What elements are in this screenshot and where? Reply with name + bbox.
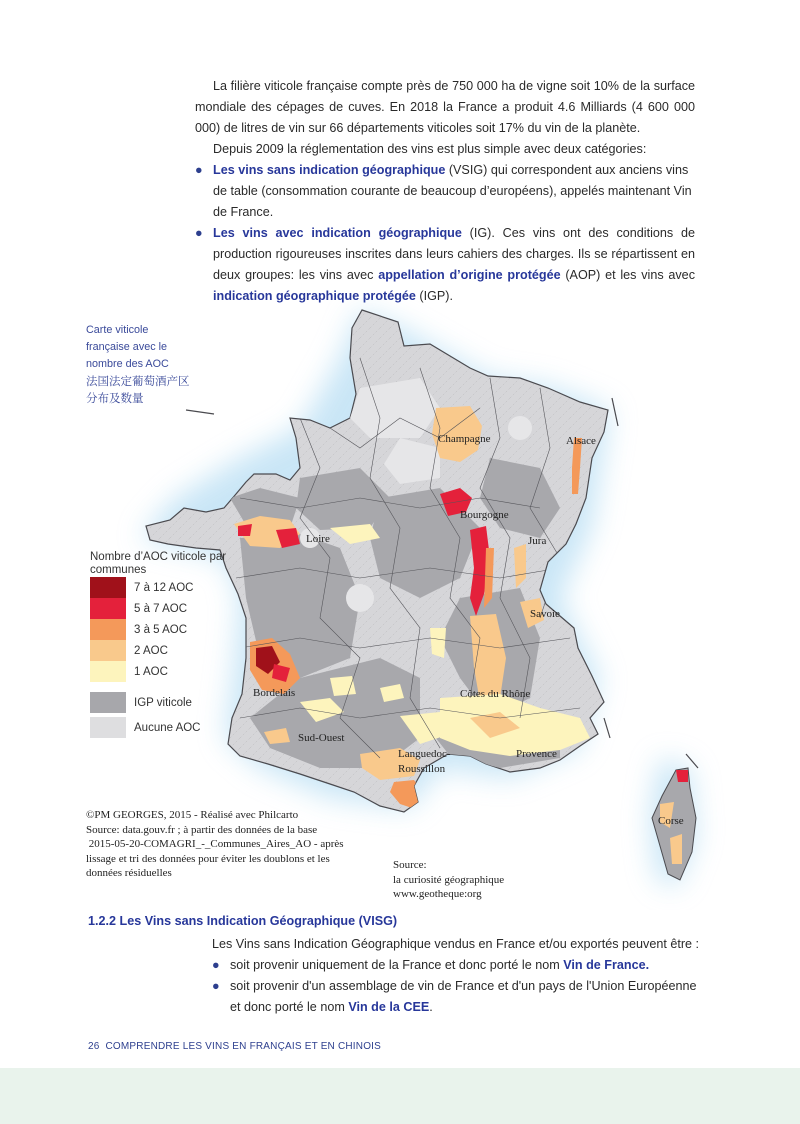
map-credit	[86, 808, 344, 881]
bullet-vin-cee	[212, 976, 700, 1018]
section-title: 1.2.2 Les Vins sans Indication Géographique (VISG)	[88, 914, 398, 928]
legend-label: 3 à 5 AOC	[134, 623, 188, 636]
region-label-savoie: Savoie	[530, 608, 560, 620]
legend-title: Nombre d’AOC viticole par communes	[90, 551, 227, 576]
bullet-ig	[195, 223, 695, 307]
legend-row-none	[90, 717, 250, 738]
legend-row-2	[90, 640, 250, 661]
intro-paragraph-2: Depuis 2009 la réglementation des vins est plus simple avec deux catégories:	[213, 142, 647, 156]
intro-text	[195, 76, 695, 307]
source-line: Source:	[393, 859, 427, 871]
ig-description-3: (IGP).	[415, 289, 454, 303]
legend-label: Aucune AOC	[134, 721, 201, 734]
legend-swatch	[90, 640, 126, 661]
region-label-alsace: Alsace	[566, 435, 596, 447]
map-legend	[90, 551, 250, 738]
legend-label: 7 à 12 AOC	[134, 581, 194, 594]
credit-line: données résiduelles	[86, 867, 172, 879]
loire-west-red-zone	[238, 524, 252, 536]
bullet-vin-de-france	[212, 955, 700, 976]
legend-label: IGP viticole	[134, 696, 192, 709]
credit-line: Source: data.gouv.fr ; à partir des données de la base	[86, 823, 318, 836]
legend-row-5-7	[90, 598, 250, 619]
legend-row-igp	[90, 692, 250, 713]
region-label-provence: Provence	[516, 748, 557, 760]
footer-band	[0, 1068, 800, 1124]
legend-label: 1 AOC	[134, 665, 168, 678]
bullet-text: soit provenir uniquement de la France et donc porté le nom	[230, 958, 564, 972]
scatter-zone	[330, 676, 356, 696]
source-line: la curiosité géographique	[393, 873, 505, 886]
region-label-sud-ouest: Sud-Ouest	[298, 732, 345, 744]
aop-term: appellation d’origine protégée	[378, 268, 561, 282]
page-footer	[88, 1041, 381, 1052]
region-label-bourgogne: Bourgogne	[460, 509, 509, 521]
ig-description-2: (AOP) et les vins avec	[560, 268, 695, 282]
map-caption-fr: Carte viticole française avec le nombre des AOC	[86, 324, 169, 370]
credit-line: 2015-05-20-COMAGRI_-_Communes_Aires_AO - après	[86, 838, 344, 850]
legend-swatch	[90, 692, 126, 713]
vsig-description: (VSIG) qui correspondent aux anciens vins de table (consommation courante de beaucoup d’européens), appelés maintenant Vin de France.	[213, 163, 692, 219]
bullet-text: soit provenir d'un assemblage de vin de France et d'un pays de l'Union Européenne et donc porté le nom	[230, 979, 697, 1014]
legend-swatch	[90, 619, 126, 640]
igp-term: indication géographique protégée	[213, 289, 416, 303]
map-caption-zh: 法国法定葡萄酒产区分布及数量	[86, 374, 190, 405]
book-title: COMPRENDRE LES VINS EN FRANÇAIS ET EN CHINOIS	[105, 1041, 382, 1052]
region-label-bordelais: Bordelais	[253, 687, 296, 699]
legend-swatch	[90, 598, 126, 619]
vin-cee-term: Vin de la CEE	[348, 1000, 430, 1014]
legend-swatch	[90, 717, 126, 738]
credit-line: lissage et tri des données pour éviter les doublons et les	[86, 852, 330, 865]
legend-row-7-12	[90, 577, 250, 598]
scatter-zone	[430, 628, 446, 658]
region-label-loire: Loire	[306, 533, 330, 545]
page-number: 26	[88, 1041, 100, 1052]
ig-description: (IG). Ces vins ont des conditions de production rigoureuses inscrites dans leurs cahiers des charges. Ils se répartissent en deux groupes: les vins avec	[213, 226, 695, 282]
bullet-vsig	[195, 160, 695, 223]
map-source	[393, 858, 504, 902]
legend-label: 2 AOC	[134, 644, 168, 657]
bullet-dot-icon: ●	[195, 163, 203, 177]
region-label-corse: Corse	[658, 815, 684, 827]
vsig-term: Les vins sans indication géographique	[213, 163, 446, 177]
region-label-languedoc: Languedoc-	[398, 748, 451, 760]
bullet-dot-icon: ●	[212, 979, 220, 993]
legend-swatch	[90, 577, 126, 598]
bullet-end: .	[429, 1000, 433, 1014]
bullet-dot-icon: ●	[212, 958, 220, 972]
intro-paragraph-1: La filière viticole française compte près de 750 000 ha de vigne soit 10% de la surface mondiale des cépages de cuves. En 2018 la France a produit 4.6 Milliards (4 600 000 000) de litres de vin sur 66 départements viticoles soit 17% du vin de la planète.	[195, 79, 695, 135]
region-label-roussillon: Roussillon	[398, 763, 446, 775]
vin-de-france-term: Vin de France.	[563, 958, 650, 972]
region-label-cotes-du-rhone: Côtes du Rhône	[460, 688, 531, 700]
section-paragraph: Les Vins sans Indication Géographique vendus en France et/ou exportés peuvent être :	[212, 937, 700, 951]
ig-term: Les vins avec indication géographique	[213, 226, 462, 240]
legend-label: 5 à 7 AOC	[134, 602, 188, 615]
credit-line: ©PM GEORGES, 2015 - Réalisé avec Philcarto	[86, 809, 299, 821]
legend-row-1	[90, 661, 250, 682]
region-label-champagne: Champagne	[438, 433, 491, 445]
section-body	[212, 934, 700, 1018]
legend-row-3-5	[90, 619, 250, 640]
bullet-dot-icon: ●	[195, 226, 203, 240]
region-label-jura: Jura	[528, 535, 547, 547]
legend-swatch	[90, 661, 126, 682]
map-caption	[86, 322, 194, 407]
source-line: www.geotheque:org	[393, 888, 482, 900]
